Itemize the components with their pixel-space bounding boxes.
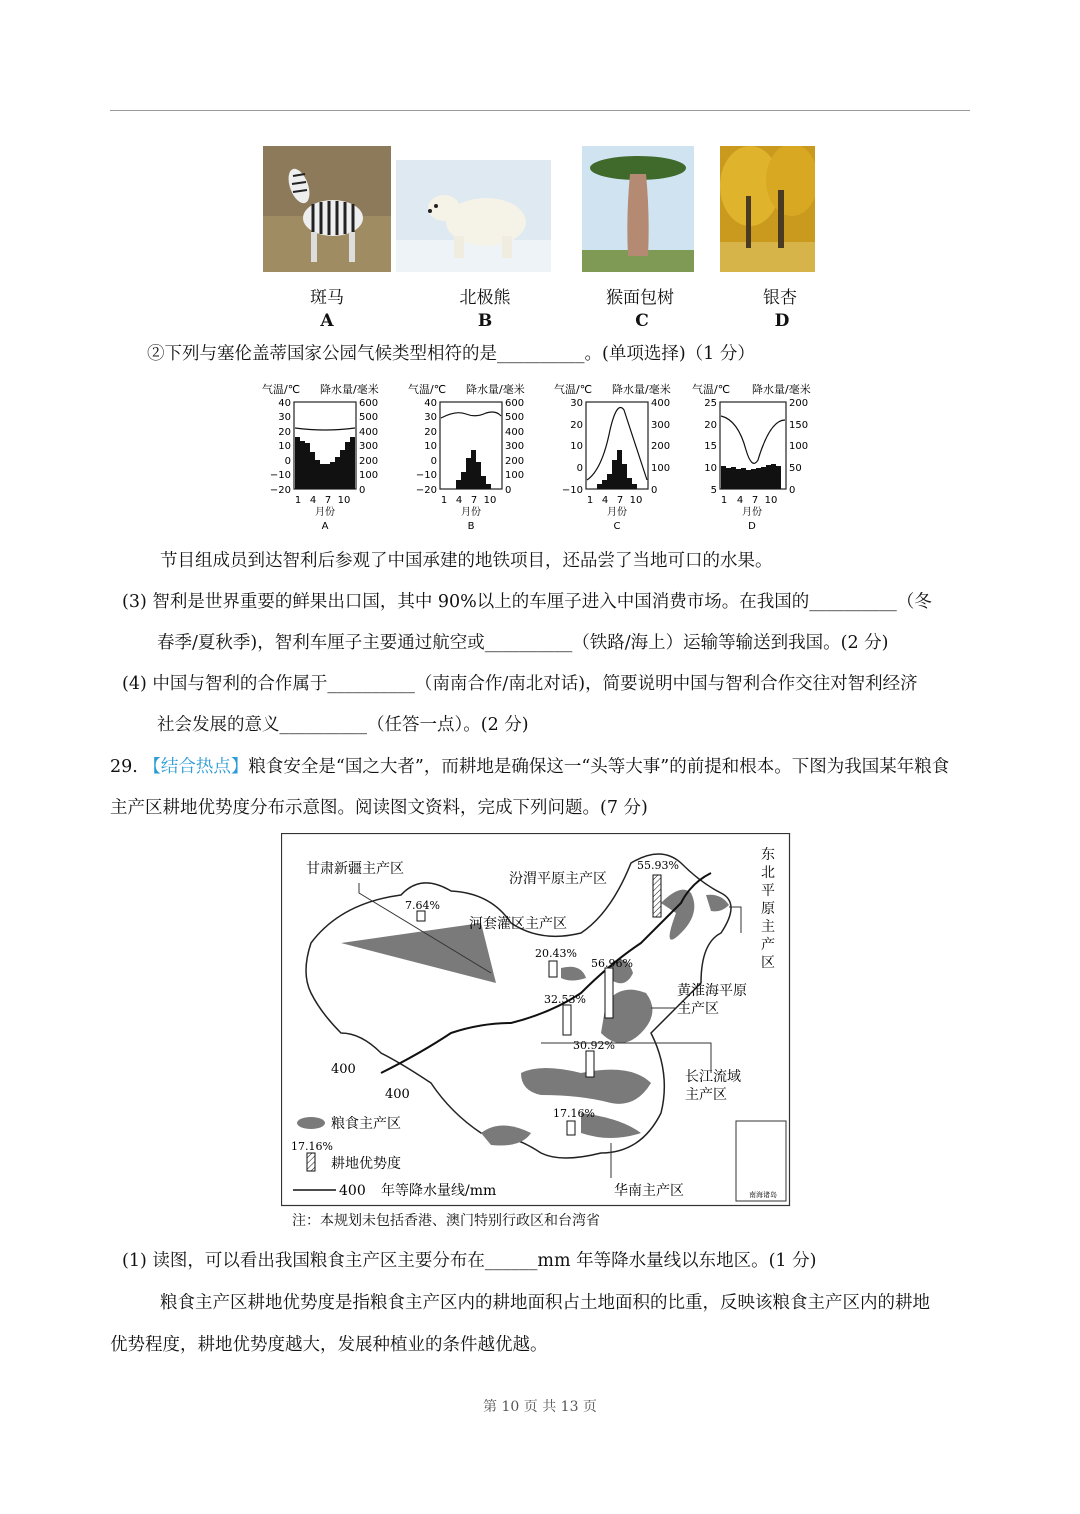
svg-text:5: 5: [710, 485, 717, 496]
svg-text:7: 7: [470, 495, 478, 506]
svg-text:D: D: [748, 521, 756, 532]
svg-text:1: 1: [586, 495, 594, 506]
option-letter-a: A: [320, 311, 334, 331]
question-2-line: ②下列与塞伦盖蒂国家公园气候类型相符的是__________。(单项选择)（1 分）: [147, 344, 755, 364]
svg-text:1: 1: [294, 495, 302, 506]
svg-text:0: 0: [789, 485, 796, 496]
svg-text:300: 300: [651, 420, 671, 431]
precip-label: 降水量/毫米: [320, 383, 379, 396]
definition-line-1: 粮食主产区耕地优势度是指粮食主产区内的耕地面积占土地面积的比重，反映该粮食主产区内的耕地: [160, 1293, 930, 1313]
svg-text:150: 150: [789, 420, 809, 431]
region-label-gansu-xinjiang: 甘肃新疆主产区: [306, 861, 404, 877]
svg-text:56.96%: 56.96%: [591, 957, 633, 970]
isohyet-label-2: 400: [385, 1087, 410, 1102]
climate-chart-a: [258, 380, 393, 535]
svg-text:30.92%: 30.92%: [573, 1039, 615, 1052]
svg-text:7: 7: [324, 495, 332, 506]
svg-text:平: 平: [761, 883, 775, 899]
svg-text:300: 300: [505, 441, 525, 452]
svg-text:0: 0: [505, 485, 512, 496]
isohyet-label-1: 400: [331, 1062, 356, 1077]
question-3-line-2: 春季/夏秋季)，智利车厘子主要通过航空或__________（铁路/海上）运输等输送到我国。(2 分): [157, 633, 889, 653]
inset-label: 南海诸岛: [749, 1191, 777, 1199]
svg-text:10: 10: [629, 495, 643, 506]
svg-text:200: 200: [505, 456, 525, 467]
svg-text:10: 10: [570, 441, 583, 452]
svg-text:B: B: [467, 521, 475, 532]
definition-line-2: 优势程度，耕地优势度越大，发展种植业的条件越优越。: [110, 1335, 548, 1355]
svg-text:月份: 月份: [742, 507, 762, 518]
option-letter-d: D: [774, 311, 790, 331]
svg-text:17.16%: 17.16%: [291, 1140, 333, 1153]
svg-text:降水量/毫米: 降水量/毫米: [752, 383, 811, 396]
region-label-huanghuai-1: 黄淮海平原: [677, 983, 747, 999]
svg-text:500: 500: [505, 412, 525, 423]
svg-text:600: 600: [359, 398, 379, 409]
climate-chart-b: [404, 380, 539, 535]
page-footer: 第 10 页 共 13 页: [483, 1399, 597, 1415]
region-label-changjiang-1: 长江流域: [685, 1069, 741, 1085]
svg-text:降水量/毫米: 降水量/毫米: [612, 383, 671, 396]
svg-text:20: 20: [278, 427, 291, 438]
svg-text:20: 20: [570, 420, 583, 431]
svg-text:200: 200: [651, 441, 671, 452]
climate-chart-d: [690, 380, 825, 535]
svg-text:30: 30: [570, 398, 583, 409]
map-note: 注：本规划未包括香港、澳门特别行政区和台湾省: [292, 1213, 600, 1229]
question-4-line-2: 社会发展的意义__________（任答一点）。(2 分): [157, 715, 529, 735]
svg-text:−10: −10: [269, 470, 291, 481]
svg-text:10: 10: [764, 495, 778, 506]
region-label-fenwei: 汾渭平原主产区: [509, 871, 607, 887]
animal-name-b: 北极熊: [459, 288, 511, 308]
svg-text:0: 0: [359, 485, 366, 496]
region-label-huanan: 华南主产区: [614, 1183, 684, 1199]
svg-text:−10: −10: [561, 485, 583, 496]
legend-bar-label: 耕地优势度: [331, 1156, 401, 1172]
svg-text:东: 东: [761, 847, 775, 863]
legend-bar-swatch: [307, 1153, 315, 1171]
svg-text:40: 40: [424, 398, 437, 409]
svg-text:200: 200: [359, 456, 379, 467]
svg-text:15: 15: [704, 441, 717, 452]
animal-name-a: 斑马: [310, 288, 344, 308]
svg-text:17.16%: 17.16%: [553, 1107, 595, 1120]
legend-line-label: 年等降水量线/mm: [381, 1183, 497, 1199]
svg-text:10: 10: [483, 495, 497, 506]
svg-text:C: C: [613, 521, 621, 532]
question-29-line-1: [110, 755, 949, 779]
question-4-line-1: (4) 中国与智利的合作属于__________（南南合作/南北对话)，简要说明中国与智利合作交往对智利经济: [122, 674, 918, 694]
svg-text:0: 0: [651, 485, 658, 496]
hot-topic-tag: 【结合热点】: [143, 757, 249, 777]
svg-text:10: 10: [337, 495, 351, 506]
svg-text:0: 0: [430, 456, 437, 467]
legend-area-swatch: [297, 1117, 325, 1129]
svg-text:25: 25: [704, 398, 717, 409]
svg-text:产: 产: [761, 937, 775, 953]
header-rule: [110, 110, 970, 111]
question-3-line-1: (3) 智利是世界重要的鲜果出口国，其中 90%以上的车厘子进入中国消费市场。在我国的__________（冬: [122, 592, 932, 612]
svg-text:20.43%: 20.43%: [535, 947, 577, 960]
animal-name-d: 银杏: [763, 288, 797, 308]
svg-text:北: 北: [761, 865, 775, 881]
svg-text:区: 区: [761, 955, 775, 971]
svg-text:200: 200: [789, 398, 809, 409]
climate-chart-c: [550, 380, 685, 535]
svg-text:32.53%: 32.53%: [544, 993, 586, 1006]
svg-text:气温/℃: 气温/℃: [692, 383, 731, 396]
svg-text:0: 0: [284, 456, 291, 467]
svg-text:气温/℃: 气温/℃: [408, 383, 447, 396]
svg-text:400: 400: [359, 427, 379, 438]
svg-text:1: 1: [720, 495, 728, 506]
question-29-line-2: 主产区耕地优势度分布示意图。阅读图文资料，完成下列问题。(7 分): [110, 798, 648, 818]
question-29-1: (1) 读图，可以看出我国粮食主产区主要分布在______mm 年等降水量线以东地区。(1 分): [122, 1251, 817, 1271]
svg-text:7.64%: 7.64%: [405, 899, 440, 912]
svg-text:4: 4: [736, 495, 744, 506]
china-grain-map: [281, 833, 791, 1207]
svg-text:原: 原: [761, 901, 775, 917]
svg-text:300: 300: [359, 441, 379, 452]
legend-area-label: 粮食主产区: [331, 1116, 401, 1132]
svg-text:4: 4: [309, 495, 317, 506]
intro-paragraph: 节目组成员到达智利后参观了中国承建的地铁项目，还品尝了当地可口的水果。: [160, 551, 773, 571]
svg-text:100: 100: [505, 470, 525, 481]
animal-name-c: 猴面包树: [606, 288, 674, 308]
svg-text:0: 0: [576, 463, 583, 474]
svg-text:400: 400: [651, 398, 671, 409]
question-29-text: 粮食安全是“国之大者”，而耕地是确保这一“头等大事”的前提和根本。下图为我国某年粮食: [248, 757, 950, 777]
svg-text:400: 400: [339, 1183, 366, 1199]
svg-text:100: 100: [651, 463, 671, 474]
svg-text:10: 10: [424, 441, 437, 452]
svg-text:30: 30: [424, 412, 437, 423]
svg-text:400: 400: [505, 427, 525, 438]
svg-text:30: 30: [278, 412, 291, 423]
temp-label: 气温/℃: [262, 383, 301, 396]
svg-text:10: 10: [278, 441, 291, 452]
polar-bear-photo: [396, 160, 551, 272]
svg-text:主: 主: [761, 919, 775, 935]
svg-text:−20: −20: [269, 485, 291, 496]
ginkgo-photo: [720, 146, 815, 272]
region-label-changjiang-2: 主产区: [685, 1087, 727, 1103]
option-letter-b: B: [477, 311, 493, 331]
svg-text:月份: 月份: [461, 507, 481, 518]
svg-text:40: 40: [278, 398, 291, 409]
zebra-photo: [263, 146, 391, 272]
svg-text:月份: 月份: [607, 507, 627, 518]
svg-text:20: 20: [424, 427, 437, 438]
region-label-huanghuai-2: 主产区: [677, 1001, 719, 1017]
svg-text:1: 1: [440, 495, 448, 506]
baobab-photo: [582, 146, 694, 272]
svg-text:100: 100: [789, 441, 809, 452]
svg-text:55.93%: 55.93%: [637, 859, 679, 872]
option-letter-c: C: [635, 311, 649, 331]
svg-text:600: 600: [505, 398, 525, 409]
svg-text:500: 500: [359, 412, 379, 423]
question-number: 29.: [110, 757, 138, 777]
svg-text:7: 7: [751, 495, 759, 506]
svg-text:气温/℃: 气温/℃: [554, 383, 593, 396]
svg-text:A: A: [321, 521, 329, 532]
svg-text:4: 4: [455, 495, 463, 506]
svg-text:−10: −10: [415, 470, 437, 481]
svg-text:100: 100: [359, 470, 379, 481]
svg-text:月份: 月份: [315, 507, 335, 518]
region-label-hetao: 河套灌区主产区: [469, 916, 567, 932]
svg-text:−20: −20: [415, 485, 437, 496]
svg-text:降水量/毫米: 降水量/毫米: [466, 383, 525, 396]
svg-text:10: 10: [704, 463, 717, 474]
svg-text:20: 20: [704, 420, 717, 431]
svg-text:4: 4: [601, 495, 609, 506]
svg-text:7: 7: [616, 495, 624, 506]
svg-text:50: 50: [789, 463, 802, 474]
